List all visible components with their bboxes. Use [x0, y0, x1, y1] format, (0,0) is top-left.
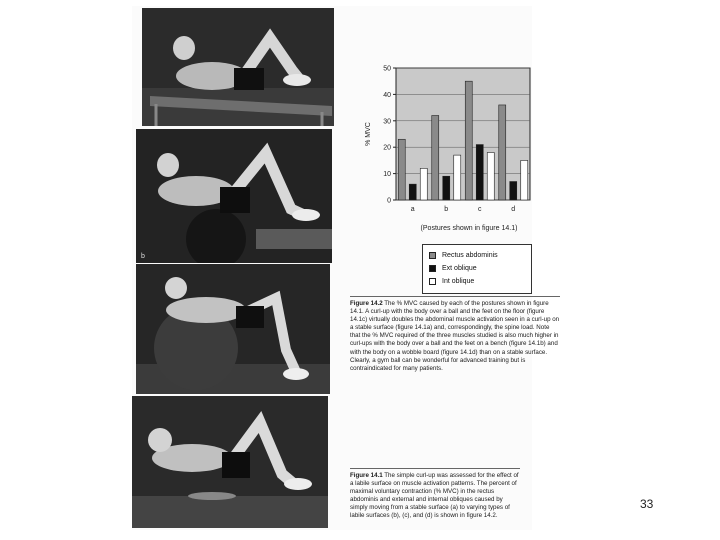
- bar: [510, 182, 517, 200]
- caption-text: The % MVC caused by each of the postures shown in figure 14.1. A curl-up with the body over a ball and the feet on the floor (figure 14.1c) virtually doubles the abdominal muscle activation seen in a curl-up on a stable surface (figure 14.1a) and, correspondingly, the spine load. Note that the % MVC required of the three muscles studied is also much higher in curl-ups with the body over a ball and the feet on a bench (figure 14.1b) and with the body on a wobble board (figure 14.1d) than on a stable surface. Clearly, a gym ball can be wonderful for advanced training but is contraindicated for many patients.: [350, 300, 560, 372]
- x-tick-label: d: [511, 206, 516, 213]
- bar: [409, 184, 416, 200]
- x-tick-label: a: [410, 206, 415, 213]
- photo-curl-up-gym-ball-figure: [136, 264, 330, 394]
- figure-14-1-caption: [350, 468, 520, 521]
- photo-curl-up-bench-figure: [142, 8, 334, 126]
- photo-curl-up-ball-bench: [136, 129, 332, 263]
- y-axis-label: % MVC: [365, 122, 372, 146]
- legend-swatch: [429, 265, 436, 272]
- bar: [499, 105, 506, 200]
- legend-label: Int oblique: [442, 278, 475, 285]
- plot-area: [396, 68, 530, 200]
- legend-swatch: [429, 278, 436, 285]
- scanned-page: [132, 6, 560, 530]
- caption-label: Figure 14.2: [350, 300, 383, 307]
- photo-curl-up-gym-ball: [136, 264, 330, 394]
- legend-label: Rectus abdominis: [442, 252, 498, 259]
- legend-item: [429, 249, 525, 262]
- page-number: 33: [640, 497, 654, 511]
- y-tick-label: 0: [387, 197, 391, 205]
- bar: [432, 116, 439, 200]
- bar: [465, 81, 472, 200]
- bar: [443, 176, 450, 200]
- y-tick-label: 30: [383, 118, 391, 126]
- x-axis-label: (Postures shown in figure 14.1): [420, 225, 518, 232]
- bar: [454, 155, 461, 200]
- bar: [521, 160, 528, 200]
- photo-curl-up-ball-bench-figure: [136, 129, 332, 263]
- x-tick-label: b: [444, 206, 449, 213]
- photo-curl-up-wobble-board-figure: [132, 396, 328, 528]
- y-tick-label: 10: [383, 171, 391, 179]
- legend-swatch: [429, 252, 436, 259]
- photo-label: b: [141, 253, 145, 260]
- bar: [420, 168, 427, 200]
- photo-curl-up-bench: [142, 8, 334, 126]
- bar-chart: [348, 62, 538, 237]
- bar-chart-svg: [348, 62, 538, 237]
- y-tick-label: 20: [383, 144, 391, 152]
- legend-item: [429, 275, 525, 288]
- caption-label: Figure 14.1: [350, 472, 383, 479]
- bar: [398, 139, 405, 200]
- bar: [476, 145, 483, 200]
- caption-text: The simple curl-up was assessed for the effect of a labile surface on muscle activation patterns. The percent of maximal voluntary contraction (% MVC) in the rectus abdominis and external and internal obliques caused by simply moving from a stable surface (a) to varying types of labile surfaces (b), (c), and (d) is shown in figure 14.2.: [350, 472, 519, 520]
- photo-curl-up-wobble-board: [132, 396, 328, 528]
- legend-label: Ext oblique: [442, 265, 477, 272]
- y-tick-label: 40: [383, 91, 391, 99]
- legend-item: [429, 262, 525, 275]
- y-tick-label: 50: [383, 65, 391, 73]
- x-tick-label: c: [478, 206, 482, 213]
- chart-legend: [422, 244, 532, 294]
- bar: [487, 152, 494, 200]
- figure-14-2-caption: [350, 296, 560, 373]
